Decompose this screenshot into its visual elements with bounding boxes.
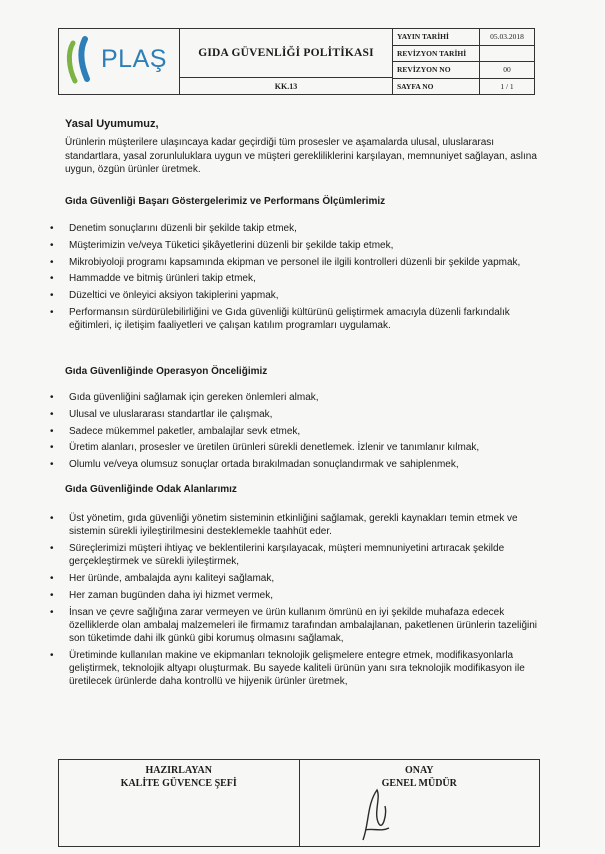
list-item: • Hammadde ve bitmiş ürünleri takip etmek, (50, 273, 256, 285)
list-item: • Üretiminde kullanılan makine ve ekipmanları teknolojik gelişmelere entegre etmek, modifikasyonlarla geliştirmek, teknolojik altyapı oluşturmak. Bu sayede kaliteli ürünün yanı sıra teknolojik modifikasyon ile üretilecek ürünlerde daha kontrollü ve hijyenik ürünler üretmek, (50, 649, 525, 688)
list-item: • Ulusal ve uluslararası standartlar ile çalışmak, (50, 408, 273, 420)
bullet-icon: • (50, 649, 54, 661)
meta-row-publish-date (393, 29, 534, 46)
list-item: • Gıda güvenliğini sağlamak için gereken önlemleri almak, (50, 392, 319, 403)
bullet-icon: • (50, 459, 54, 471)
bullet-icon: • (50, 425, 54, 437)
section-heading-operations: Gıda Güvenliğinde Operasyon Önceliğimiz (65, 366, 268, 377)
meta-value: 05.03.2018 (490, 32, 524, 42)
bullet-icon: • (50, 543, 54, 554)
prepared-by-role: KALİTE GÜVENCE ŞEFİ (120, 778, 237, 789)
meta-value: 1 / 1 (500, 81, 514, 91)
approval-role: GENEL MÜDÜR (381, 778, 457, 789)
bullet-icon: • (50, 290, 54, 302)
list-item: • Denetim sonuçlarını düzenli bir şekilde takip etmek, (50, 223, 297, 234)
document-title: GIDA GÜVENLİĞİ POLİTİKASI (198, 47, 374, 59)
prepared-by-title: HAZIRLAYAN (145, 765, 212, 776)
meta-value: 00 (503, 65, 511, 75)
list-item: • Müşterimizin ve/veya Tüketici şikâyetlerini düzenli bir şekilde takip etmek, (50, 239, 394, 251)
list-item: • Performansın sürdürülebilirliğini ve Gıda güvenliği kültürünü geliştirmek amacıyla düzenli farkındalık eğitimleri, iç iletişim faaliyetleri ve çalışan katılım programları uygulamak. (50, 306, 510, 332)
bullet-icon: • (50, 408, 54, 420)
list-item: • Üretim alanları, prosesler ve üretilen ürünleri sürekli denetlemek. İzlenir ve tanımlanır kılmak, (50, 442, 480, 454)
bullet-icon: • (50, 442, 54, 454)
list-item: • Sadece mükemmel paketler, ambalajlar sevk etmek, (50, 425, 301, 437)
focus-areas-list (50, 512, 550, 692)
prepared-by-cell (59, 760, 300, 846)
section-heading-indicators: Gıda Güvenliği Başarı Göstergelerimiz ve Performans Ölçümlerimiz (65, 196, 386, 207)
approval-title: ONAY (404, 765, 434, 776)
company-logo (59, 29, 180, 94)
indicators-list (50, 222, 550, 336)
list-item: • Mikrobiyoloji programı kapsamında ekipman ve personel ile ilgili kontrolleri düzenli bir şekilde yapmak, (50, 256, 521, 268)
bullet-icon: • (50, 306, 54, 318)
document-header (58, 28, 535, 95)
intro-paragraph: Ürünlerin müşterilere ulaşıncaya kadar geçirdiği tüm prosesler ve aşamalarda ulusal, uluslararası standartlara, yasal zorunluluklara uygun ve müşteri gerekliliklerini karşılayan, memnuniyet sağlayan, aslına uygun, özgün ürünler üretmek. (65, 137, 537, 175)
logo-wordmark: PLAŞ (101, 45, 167, 73)
bullet-icon: • (50, 239, 54, 251)
intro-heading: Yasal Uyumumuz, (65, 118, 159, 130)
list-item: • Her üründe, ambalajda aynı kaliteyi sağlamak, (50, 573, 275, 584)
operations-list (50, 391, 550, 475)
logo-mark-icon (63, 35, 103, 87)
meta-key: REVİZYON TARİHİ (393, 46, 480, 62)
list-item: • İnsan ve çevre sağlığına zarar vermeyen ve ürün kullanım ömrünü en iyi şekilde muhafaza edecek özelliklerde olan ambalaj malzemeleri ile firmamız tarafından ambalajlanan, paketlenen ürünlerin tazeliğini son tüketimde dahi ilk günkü gibi korumuş olmasını sağlamak, (50, 606, 538, 644)
bullet-icon: • (50, 392, 54, 403)
bullet-icon: • (50, 513, 54, 524)
list-item: • Düzeltici ve önleyici aksiyon takiplerini yapmak, (50, 290, 279, 302)
document-meta-table (393, 29, 534, 94)
bullet-icon: • (50, 573, 54, 584)
section-heading-focus-areas: Gıda Güvenliğinde Odak Alanlarımız (65, 484, 237, 495)
meta-key: YAYIN TARİHİ (393, 29, 480, 45)
document-code: KK.13 (180, 77, 392, 94)
meta-key: SAYFA NO (393, 79, 480, 95)
approval-cell (300, 760, 540, 846)
bullet-icon: • (50, 256, 54, 268)
list-item: • Üst yönetim, gıda güvenliği yönetim sisteminin etkinliğini sağlamak, gerekli kaynakları temin etmek ve sistemin sürekli iyileştirilmesini desteklemekle taahhüt eder. (50, 513, 518, 538)
bullet-icon: • (50, 223, 54, 234)
bullet-icon: • (50, 606, 54, 618)
signature-footer (58, 759, 540, 847)
bullet-icon: • (50, 273, 54, 285)
meta-key: REVİZYON NO (393, 62, 480, 78)
list-item: • Olumlu ve/veya olumsuz sonuçlar ortada bırakılmadan sonuçlandırmak ve sahiplenmek, (50, 459, 459, 471)
list-item: • Her zaman bugünden daha iyi hizmet vermek, (50, 589, 273, 601)
meta-value (480, 46, 534, 62)
list-item: • Süreçlerimizi müşteri ihtiyaç ve beklentilerini karşılayacak, müşteri memnuniyetini artıracak şekilde gerçekleştirmek ve sürekli iyileştirmek, (50, 543, 505, 568)
signature-icon (355, 784, 395, 842)
bullet-icon: • (50, 589, 54, 601)
meta-row-revision-date (393, 46, 534, 63)
meta-row-revision-no (393, 62, 534, 79)
meta-row-page-no (393, 79, 534, 95)
